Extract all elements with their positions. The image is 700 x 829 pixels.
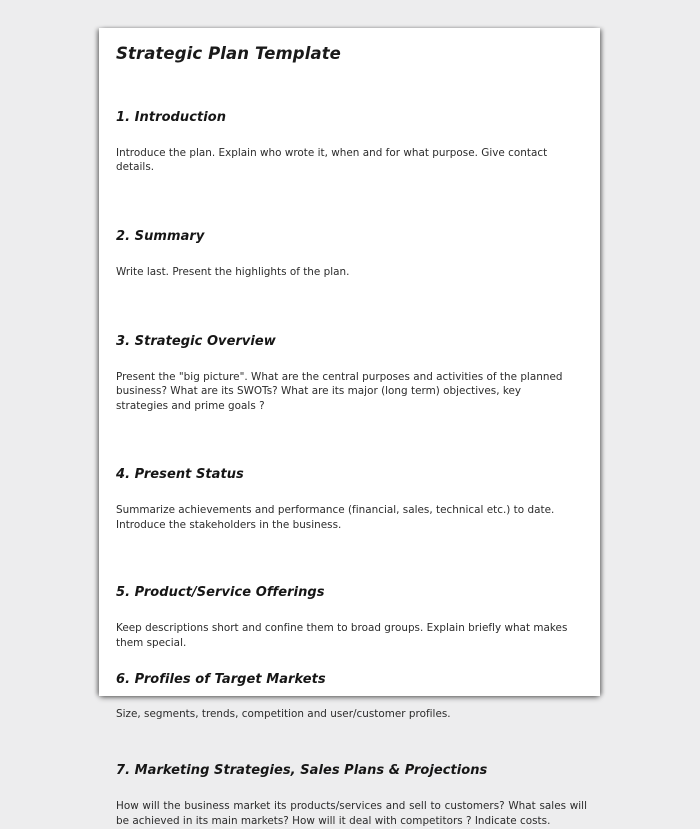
section-strategic-overview bbox=[116, 334, 587, 414]
section-heading-introduction: 1. Introduction bbox=[116, 109, 227, 125]
document-content bbox=[116, 28, 587, 829]
section-heading-product-service-offerings: 5. Product/Service Offerings bbox=[116, 585, 325, 601]
section-heading-marketing-strategies: 7. Marketing Strategies, Sales Plans & Projections bbox=[116, 763, 488, 779]
section-body-introduction: Introduce the plan. Explain who wrote it, when and for what purpose. Give contact details. bbox=[116, 146, 548, 174]
section-summary bbox=[116, 229, 587, 280]
section-body-summary: Write last. Present the highlights of the plan. bbox=[116, 265, 350, 278]
section-introduction bbox=[116, 110, 587, 175]
section-heading-profiles-of-target-markets: 6. Profiles of Target Markets bbox=[116, 671, 326, 687]
document-title: Strategic Plan Template bbox=[116, 44, 341, 63]
section-heading-strategic-overview: 3. Strategic Overview bbox=[116, 333, 276, 349]
section-body-present-status: Summarize achievements and performance (financial, sales, technical etc.) to date. Introduce the stakeholders in the business. bbox=[116, 503, 555, 531]
document-page bbox=[99, 28, 600, 828]
section-body-strategic-overview: Present the "big picture". What are the central purposes and activities of the planned business? What are its SWOTs? What are its major (long term) objectives, key strategies and prime goals ? bbox=[116, 370, 563, 413]
section-body-product-service-offerings: Keep descriptions short and confine them to broad groups. Explain briefly what makes them special. bbox=[116, 622, 568, 649]
section-product-service-offerings bbox=[116, 585, 587, 650]
section-profiles-of-target-markets bbox=[116, 672, 587, 722]
section-body-profiles-of-target-markets: Size, segments, trends, competition and user/customer profiles. bbox=[116, 707, 451, 720]
section-present-status bbox=[116, 467, 587, 532]
section-marketing-strategies bbox=[116, 763, 587, 828]
section-body-marketing-strategies: How will the business market its products/services and sell to customers? What sales will be achieved in its main markets? How will it deal with competitors ? Indicate costs. bbox=[116, 800, 587, 828]
section-heading-present-status: 4. Present Status bbox=[116, 466, 244, 482]
section-heading-summary: 2. Summary bbox=[116, 229, 205, 245]
